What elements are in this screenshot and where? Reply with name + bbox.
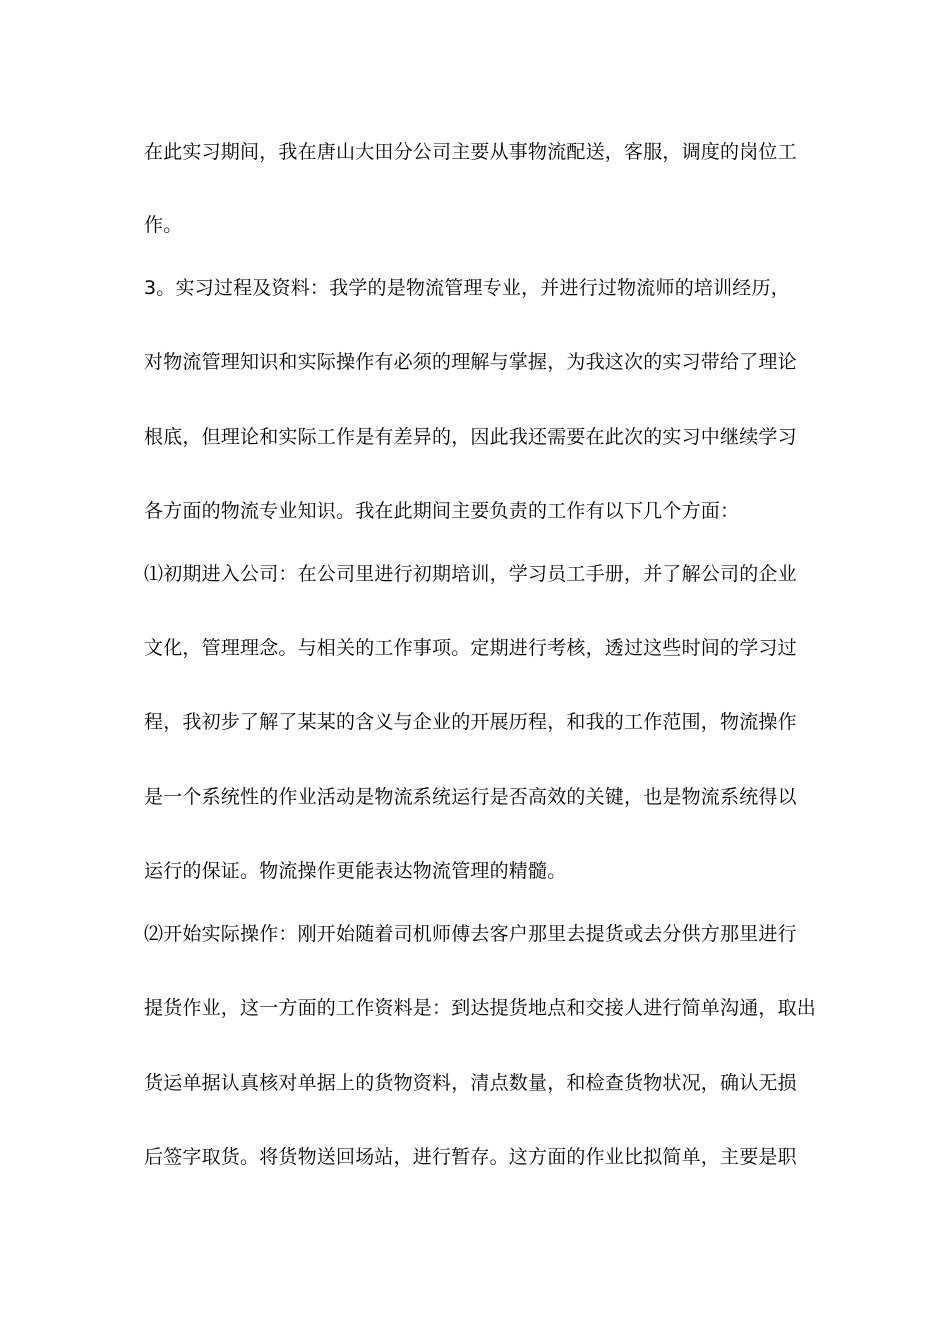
- paragraph-line: ⑵开始实际操作：刚开始随着司机师傅去客户那里去提货或去分供方那里进行: [144, 923, 797, 945]
- paragraph-line: 各方面的物流专业知识。我在此期间主要负责的工作有以下几个方面：: [144, 500, 740, 522]
- paragraph-line: 3。实习过程及资料：我学的是物流管理专业，并进行过物流师的培训经历，: [144, 277, 790, 299]
- paragraph-line: 程，我初步了解了某某的含义与企业的开展历程，和我的工作范围，物流操作: [144, 711, 797, 733]
- paragraph-line: 提货作业，这一方面的工作资料是：到达提货地点和交接人进行简单沟通，取出: [144, 997, 817, 1019]
- paragraph-line: 是一个系统性的作业活动是物流系统运行是否高效的关键，也是物流系统得以: [144, 786, 797, 808]
- paragraph-line: 货运单据认真核对单据上的货物资料，清点数量，和检查货物状况，确认无损: [144, 1072, 797, 1094]
- paragraph-line: 对物流管理知识和实际操作有必须的理解与掌握，为我这次的实习带给了理论: [144, 351, 797, 373]
- paragraph-line: 根底，但理论和实际工作是有差异的，因此我还需要在此次的实习中继续学习: [144, 426, 797, 448]
- paragraph-line: 文化，管理理念。与相关的工作事项。定期进行考核，透过这些时间的学习过: [144, 637, 797, 659]
- paragraph-line: ⑴初期进入公司：在公司里进行初期培训，学习员工手册，并了解公司的企业: [144, 563, 797, 585]
- paragraph-line: 运行的保证。物流操作更能表达物流管理的精髓。: [144, 860, 567, 882]
- paragraph-line: 后签字取货。将货物送回场站，进行暂存。这方面的作业比拟简单，主要是职: [144, 1146, 797, 1168]
- paragraph-line: 在此实习期间，我在唐山大田分公司主要从事物流配送，客服，调度的岗位工: [144, 141, 797, 163]
- paragraph-line: 作。: [144, 214, 183, 236]
